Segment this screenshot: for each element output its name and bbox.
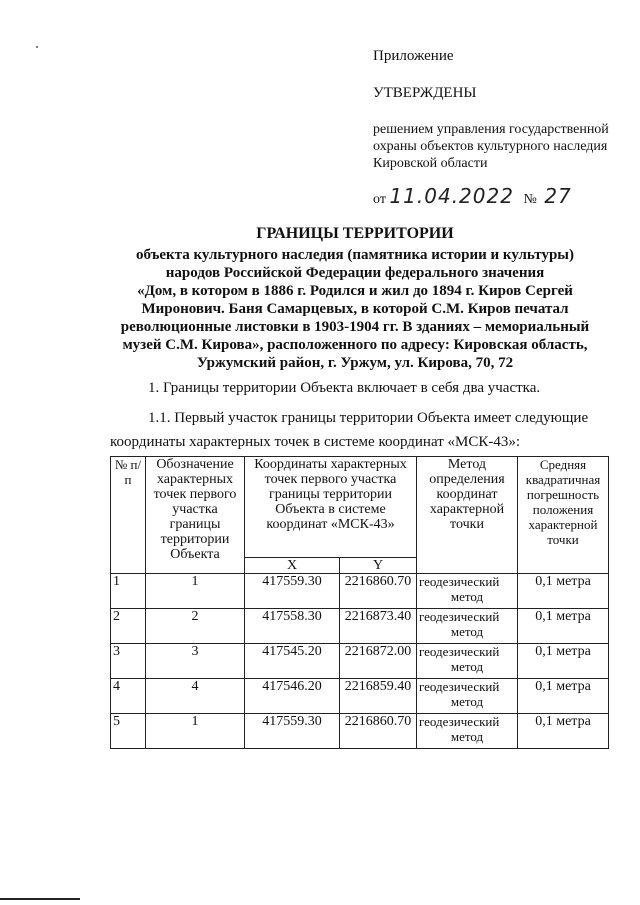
method-line-1: геодезический bbox=[419, 574, 500, 589]
row-point: 2 bbox=[146, 609, 245, 644]
row-x: 417558.30 bbox=[245, 609, 340, 644]
method-line-1: геодезический bbox=[419, 714, 500, 729]
title-line: революционные листовки в 1903-1904 гг. В зданиях – мемориальный bbox=[120, 319, 590, 335]
row-y: 2216859.40 bbox=[340, 679, 417, 714]
row-number: 3 bbox=[111, 644, 146, 679]
row-number: 1 bbox=[111, 574, 146, 609]
row-point: 1 bbox=[146, 574, 245, 609]
header-point-name: Обозначение характерных точек первого участка границы территории Объекта bbox=[146, 457, 245, 574]
row-y: 2216860.70 bbox=[340, 714, 417, 749]
row-accuracy: 0,1 метра bbox=[518, 644, 609, 679]
row-point: 1 bbox=[146, 714, 245, 749]
table-header-row bbox=[111, 457, 609, 558]
row-y: 2216873.40 bbox=[340, 609, 417, 644]
table-row bbox=[111, 679, 609, 714]
title-line: музей С.М. Кирова», расположенного по адресу: Кировская область, bbox=[122, 337, 588, 353]
title-line: Миронович. Баня Самарцевых, в которой С.М. Киров печатал bbox=[141, 301, 569, 317]
row-method bbox=[417, 644, 518, 679]
row-accuracy: 0,1 метра bbox=[518, 574, 609, 609]
header-x: X bbox=[245, 558, 340, 574]
row-x: 417545.20 bbox=[245, 644, 340, 679]
row-point: 3 bbox=[146, 644, 245, 679]
row-method bbox=[417, 609, 518, 644]
method-line-1: геодезический bbox=[419, 644, 500, 659]
title-main: ГРАНИЦЫ ТЕРРИТОРИИ bbox=[256, 225, 454, 242]
coordinates-table bbox=[110, 456, 609, 749]
method-line-2: метод bbox=[450, 659, 484, 674]
row-x: 417559.30 bbox=[245, 574, 340, 609]
document-title bbox=[110, 225, 600, 372]
paragraph-2-line-2: координаты характерных точек в системе координат «МСК-43»: bbox=[110, 434, 521, 450]
table-row bbox=[111, 574, 609, 609]
row-x: 417559.30 bbox=[245, 714, 340, 749]
paragraph-2-line-1: 1.1. Первый участок границы территории Объекта имеет следующие bbox=[148, 410, 589, 426]
method-line-2: метод bbox=[450, 729, 484, 744]
header-number: № п/п bbox=[111, 457, 146, 574]
table-row bbox=[111, 609, 609, 644]
row-y: 2216872.00 bbox=[340, 644, 417, 679]
header-accuracy: Средняя квадратичная погрешность положения характерной точки bbox=[518, 457, 609, 574]
method-line-1: геодезический bbox=[419, 609, 500, 624]
header-coordinates: Координаты характерных точек первого участка границы территории Объекта в системе координат «МСК-43» bbox=[245, 457, 417, 558]
row-method bbox=[417, 679, 518, 714]
method-line-2: метод bbox=[450, 694, 484, 709]
scan-edge-line bbox=[0, 898, 80, 900]
row-number: 5 bbox=[111, 714, 146, 749]
row-number: 4 bbox=[111, 679, 146, 714]
approval-date-line bbox=[373, 186, 572, 210]
row-accuracy: 0,1 метра bbox=[518, 609, 609, 644]
table-row bbox=[111, 714, 609, 749]
paragraph-1: 1. Границы территории Объекта включает в себя два участка. bbox=[148, 380, 541, 396]
date-prefix: от bbox=[373, 192, 386, 207]
handwritten-number: 27 bbox=[544, 184, 572, 208]
row-method bbox=[417, 574, 518, 609]
scan-speck bbox=[36, 46, 38, 48]
header-y: Y bbox=[340, 558, 417, 574]
number-prefix: № bbox=[523, 192, 537, 207]
title-line: «Дом, в котором в 1886 г. Родился и жил до 1894 г. Киров Сергей bbox=[137, 283, 573, 299]
row-y: 2216860.70 bbox=[340, 574, 417, 609]
title-line: объекта культурного наследия (памятника истории и культуры) bbox=[135, 247, 574, 263]
row-number: 2 bbox=[111, 609, 146, 644]
title-line: Уржумский район, г. Уржум, ул. Кирова, 70, 72 bbox=[196, 355, 514, 371]
row-accuracy: 0,1 метра bbox=[518, 714, 609, 749]
appendix-label: Приложение bbox=[373, 48, 454, 64]
row-x: 417546.20 bbox=[245, 679, 340, 714]
row-point: 4 bbox=[146, 679, 245, 714]
title-line: народов Российской Федерации федерального значения bbox=[165, 265, 545, 281]
method-line-2: метод bbox=[450, 624, 484, 639]
method-line-2: метод bbox=[450, 589, 484, 604]
approval-authority: решением управления государственной охраны объектов культурного наследия Кировской области bbox=[373, 122, 609, 171]
row-method bbox=[417, 714, 518, 749]
row-accuracy: 0,1 метра bbox=[518, 679, 609, 714]
table-row bbox=[111, 644, 609, 679]
approved-label: УТВЕРЖДЕНЫ bbox=[373, 85, 477, 101]
method-line-1: геодезический bbox=[419, 679, 500, 694]
header-method: Метод определения координат характерной точки bbox=[417, 457, 518, 574]
handwritten-date: 11.04.2022 bbox=[389, 184, 514, 208]
